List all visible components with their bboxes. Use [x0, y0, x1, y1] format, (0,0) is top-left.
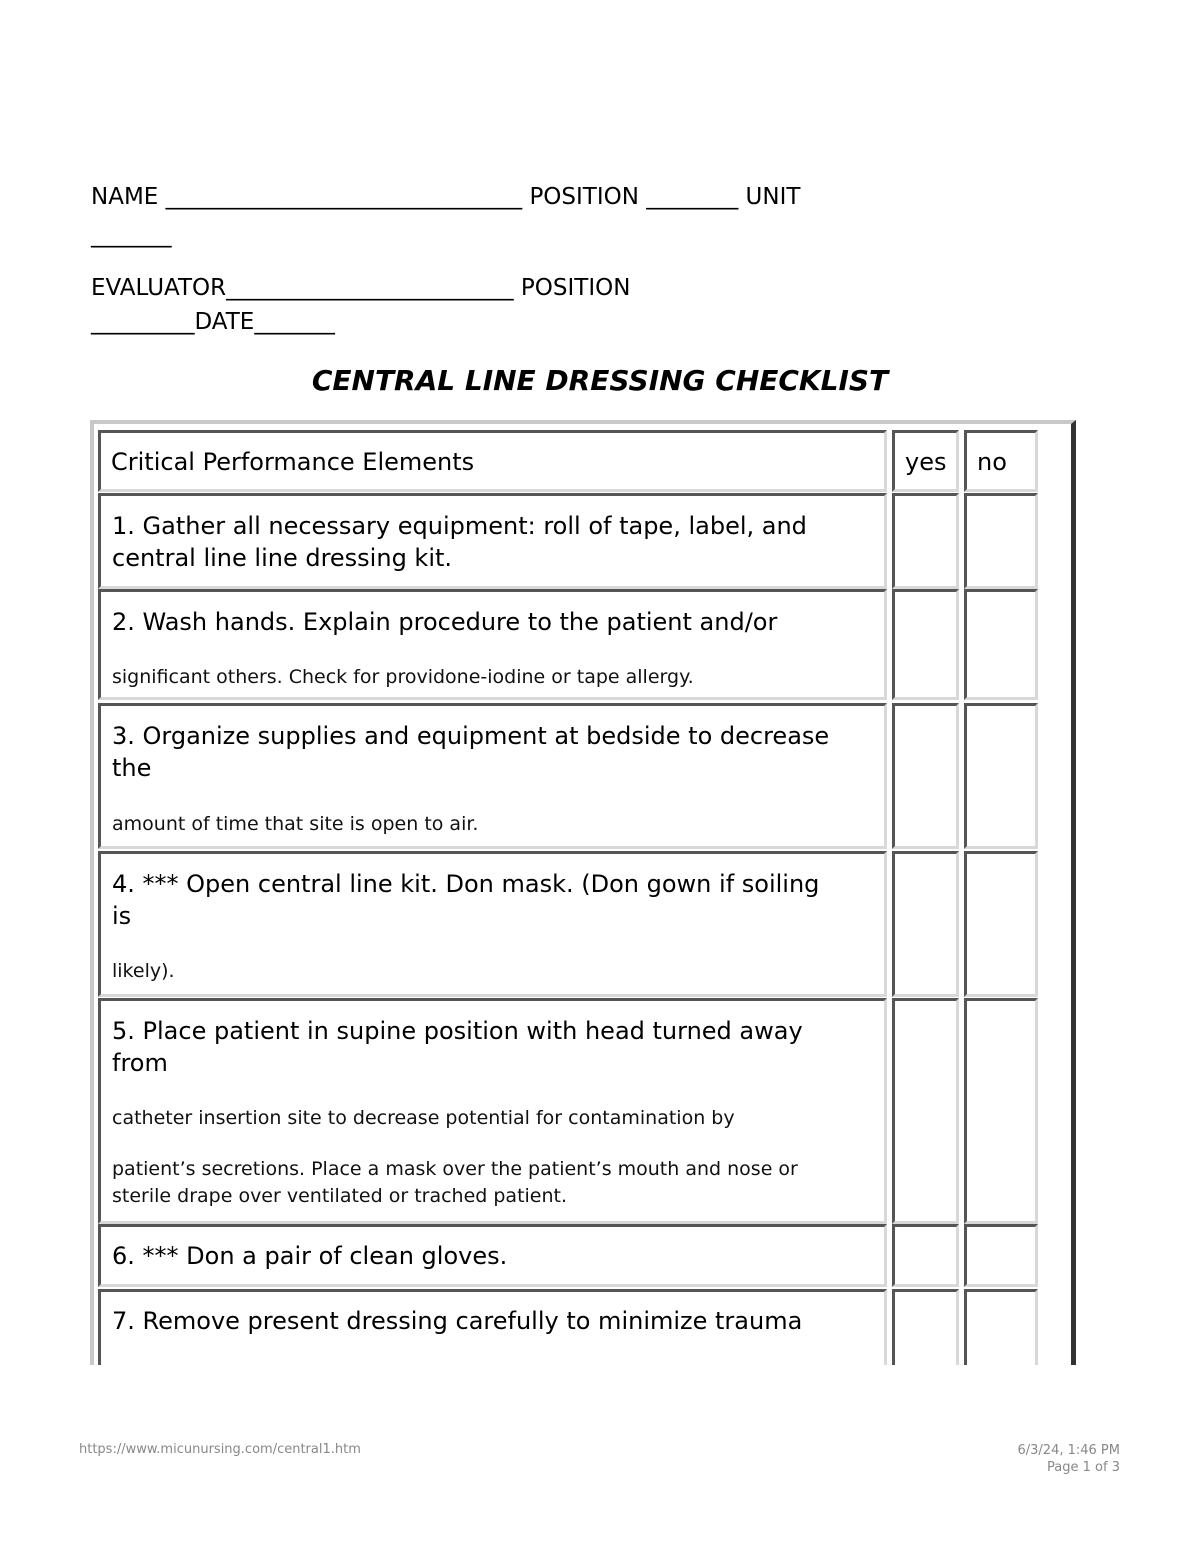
element-text: 1. Gather all necessary equipment: roll of tape, label, and: [112, 512, 807, 540]
header-label-no: no: [977, 448, 1007, 476]
element-cell: [98, 703, 887, 849]
element-cell: [98, 589, 887, 700]
element-cell: [98, 1224, 887, 1287]
evaluator-position-line: EVALUATOR_________________________ POSITION: [91, 275, 631, 301]
yes-checkbox-cell[interactable]: [892, 851, 959, 997]
name-position-unit-line: NAME _______________________________ POSITION ________ UNIT: [91, 184, 801, 210]
no-checkbox-cell[interactable]: [964, 1289, 1038, 1365]
yes-checkbox-cell[interactable]: [892, 998, 959, 1224]
element-cell: [98, 998, 887, 1224]
element-subtext: likely).: [112, 960, 175, 982]
header-cell-no: [964, 430, 1038, 492]
unit-blank-line: _______: [91, 222, 172, 248]
element-text: central line line dressing kit.: [112, 544, 453, 572]
footer-url: https://www.micunursing.com/central1.htm: [79, 1442, 361, 1457]
footer-datetime: 6/3/24, 1:46 PM: [1017, 1443, 1120, 1458]
element-subtext: catheter insertion site to decrease potential for contamination by: [112, 1107, 735, 1129]
no-checkbox-cell[interactable]: [964, 851, 1038, 997]
no-checkbox-cell[interactable]: [964, 493, 1038, 589]
no-checkbox-cell[interactable]: [964, 703, 1038, 849]
element-text: is: [112, 902, 132, 930]
header-cell-elements: [98, 430, 887, 492]
yes-checkbox-cell[interactable]: [892, 1289, 959, 1365]
element-text: 6. *** Don a pair of clean gloves.: [112, 1242, 508, 1270]
element-text: from: [112, 1049, 168, 1077]
element-subtext: patient’s secretions. Place a mask over the patient’s mouth and nose or: [112, 1158, 798, 1180]
element-subtext: sterile drape over ventilated or trached patient.: [112, 1185, 568, 1207]
element-cell: [98, 851, 887, 997]
yes-checkbox-cell[interactable]: [892, 493, 959, 589]
footer-info: [1018, 1442, 1121, 1476]
element-subtext: amount of time that site is open to air.: [112, 813, 479, 835]
element-text: 3. Organize supplies and equipment at bedside to decrease: [112, 722, 830, 750]
no-checkbox-cell[interactable]: [964, 1224, 1038, 1287]
element-text: 5. Place patient in supine position with head turned away: [112, 1017, 803, 1045]
no-checkbox-cell[interactable]: [964, 998, 1038, 1224]
element-text: 2. Wash hands. Explain procedure to the patient and/or: [112, 608, 778, 636]
element-text: 4. *** Open central line kit. Don mask. (Don gown if soiling: [112, 870, 820, 898]
header-label-yes: yes: [905, 448, 947, 476]
element-cell: [98, 1289, 887, 1365]
yes-checkbox-cell[interactable]: [892, 589, 959, 700]
checklist-table: [90, 420, 1076, 1365]
element-text: the: [112, 754, 152, 782]
no-checkbox-cell[interactable]: [964, 589, 1038, 700]
date-line: _________DATE_______: [91, 309, 335, 335]
footer-page-number: Page 1 of 3: [1047, 1460, 1120, 1475]
element-cell: [98, 493, 887, 589]
yes-checkbox-cell[interactable]: [892, 1224, 959, 1287]
element-subtext: significant others. Check for providone-iodine or tape allergy.: [112, 666, 694, 688]
element-text: 7. Remove present dressing carefully to minimize trauma: [112, 1307, 803, 1335]
yes-checkbox-cell[interactable]: [892, 703, 959, 849]
page-title: CENTRAL LINE DRESSING CHECKLIST: [311, 364, 889, 397]
header-label-elements: Critical Performance Elements: [111, 448, 475, 476]
header-cell-yes: [892, 430, 959, 492]
